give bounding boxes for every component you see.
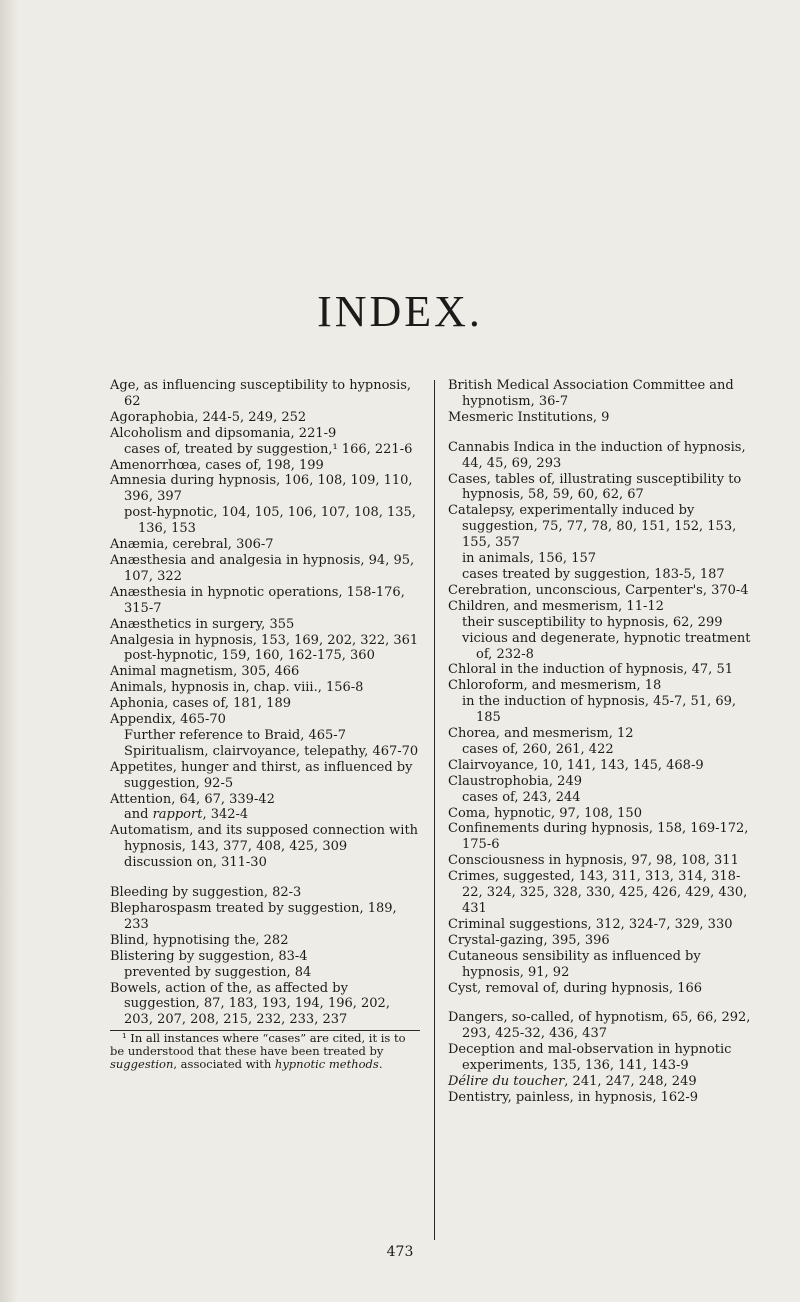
section-gap xyxy=(448,996,758,1010)
index-entry: Blistering by suggestion, 83-4 xyxy=(110,948,308,964)
section-gap xyxy=(110,871,420,885)
index-entry: Blepharospasm treated by suggestion, 189, 233 xyxy=(110,901,397,932)
index-entry: Clairvoyance, 10, 141, 143, 145, 468-9 xyxy=(448,757,704,773)
index-column-left xyxy=(110,378,420,1071)
index-subentry: cases treated by suggestion, 183-5, 187 xyxy=(462,566,725,582)
index-entry: Aphonia, cases of, 181, 189 xyxy=(110,696,291,712)
index-entry: Cyst, removal of, during hypnosis, 166 xyxy=(448,980,703,996)
index-entry: Agoraphobia, 244-5, 249, 252 xyxy=(110,409,307,425)
index-entry: Anæsthetics in surgery, 355 xyxy=(110,616,295,632)
index-entry: British Medical Association Committee and hypnotism, 36-7 xyxy=(448,378,734,409)
section-gap xyxy=(448,426,758,440)
index-entry: Analgesia in hypnosis, 153, 169, 202, 322, 361 xyxy=(110,632,419,648)
index-column-right xyxy=(448,378,758,1106)
index-subentry: prevented by suggestion, 84 xyxy=(124,964,312,980)
index-subentry: cases of, treated by suggestion,¹ 166, 221-6 xyxy=(124,441,413,457)
index-entry: Anæsthesia and analgesia in hypnosis, 94, 95, 107, 322 xyxy=(110,552,415,584)
index-entry: Age, as influencing susceptibility to hypnosis, 62 xyxy=(110,378,412,409)
index-entry: Crimes, suggested, 143, 311, 313, 314, 318-22, 324, 325, 328, 330, 425, 426, 429, 430, 431 xyxy=(448,869,748,916)
index-list-left xyxy=(110,378,420,1028)
index-entry: Children, and mesmerism, 11-12 xyxy=(448,598,664,614)
index-entry: Appendix, 465-70 xyxy=(110,712,226,728)
index-entry: Crystal-gazing, 395, 396 xyxy=(448,932,610,948)
index-entry: Dangers, so-called, of hypnotism, 65, 66, 292, 293, 425-32, 436, 437 xyxy=(448,1010,751,1042)
index-entry: Amenorrhœa, cases of, 198, 199 xyxy=(110,457,324,473)
footnote-marker: ¹ xyxy=(122,1031,127,1046)
index-entry: Catalepsy, experimentally induced by suggestion, 75, 77, 78, 80, 151, 152, 153, 155, 357 xyxy=(448,503,737,551)
index-entry: Attention, 64, 67, 339-42 xyxy=(110,791,275,807)
page-edge xyxy=(0,0,18,1302)
index-entry: Cases, tables of, illustrating susceptibility to hypnosis, 58, 59, 60, 62, 67 xyxy=(448,471,742,503)
index-subentry: Further reference to Braid, 465-7 xyxy=(124,727,346,743)
index-subentry: cases of, 243, 244 xyxy=(462,789,581,805)
index-entry: Cutaneous sensibility as influenced by hypnosis, 91, 92 xyxy=(448,948,701,980)
index-entry: Dentistry, painless, in hypnosis, 162-9 xyxy=(448,1089,699,1105)
index-entry: Bleeding by suggestion, 82-3 xyxy=(110,885,302,901)
index-subentry: cases of, 260, 261, 422 xyxy=(462,741,614,757)
index-entry: Automatism, and its supposed connection with hypnosis, 143, 377, 408, 425, 309 xyxy=(110,823,419,855)
index-entry: Chloroform, and mesmerism, 18 xyxy=(448,678,662,694)
index-entry: Blind, hypnotising the, 282 xyxy=(110,932,289,948)
index-entry: Cannabis Indica in the induction of hypnosis, 44, 45, 69, 293 xyxy=(448,439,746,471)
page-title: INDEX. xyxy=(317,287,483,336)
index-entry: Confinements during hypnosis, 158, 169-172, 175-6 xyxy=(448,821,749,853)
index-entry: Délire du toucher, 241, 247, 248, 249 xyxy=(448,1074,697,1090)
index-entry: Deception and mal-observation in hypnotic experiments, 135, 136, 141, 143-9 xyxy=(448,1042,732,1074)
index-entry: Consciousness in hypnosis, 97, 98, 108, 311 xyxy=(448,853,739,869)
index-entry: Criminal suggestions, 312, 324-7, 329, 330 xyxy=(448,916,733,932)
index-subentry: Spiritualism, clairvoyance, telepathy, 467-70 xyxy=(124,743,419,759)
index-entry: Anæmia, cerebral, 306-7 xyxy=(110,537,274,553)
index-subentry: in animals, 156, 157 xyxy=(462,551,597,567)
index-entry: Chorea, and mesmerism, 12 xyxy=(448,726,634,742)
index-entry: Amnesia during hypnosis, 106, 108, 109, 110, 396, 397 xyxy=(110,473,413,505)
index-entry: Claustrophobia, 249 xyxy=(448,773,582,789)
index-entry: Bowels, action of the, as affected by suggestion, 87, 183, 193, 194, 196, 202, 203, 207, 208, 215, 232, 233, 237 xyxy=(110,980,390,1028)
index-subentry: vicious and degenerate, hypnotic treatment of, 232-8 xyxy=(462,630,751,662)
index-entry: Animal magnetism, 305, 466 xyxy=(110,664,300,680)
index-subentry: discussion on, 311-30 xyxy=(124,855,267,871)
index-entry: Cerebration, unconscious, Carpenter's, 370-4 xyxy=(448,582,749,598)
index-entry: Coma, hypnotic, 97, 108, 150 xyxy=(448,805,642,821)
index-subentry: post-hypnotic, 159, 160, 162-175, 360 xyxy=(124,648,375,664)
index-subentry: their susceptibility to hypnosis, 62, 299 xyxy=(462,614,723,630)
index-entry: Anæsthesia in hypnotic operations, 158-176, 315-7 xyxy=(110,584,405,616)
index-subentry: post-hypnotic, 104, 105, 106, 107, 108, 135, 136, 153 xyxy=(124,505,416,537)
page-number: 473 xyxy=(386,1244,414,1260)
index-entry: Alcoholism and dipsomania, 221-9 xyxy=(110,425,337,441)
index-subentry: and rapport, 342-4 xyxy=(124,807,249,823)
index-entry: Animals, hypnosis in, chap. viii., 156-8 xyxy=(110,680,364,696)
index-entry: Mesmeric Institutions, 9 xyxy=(448,409,610,425)
index-list-right xyxy=(448,378,758,1106)
footnote: ¹ In all instances where “cases” are cited, it is to be understood that these have been treated by suggestion, associated with hypnotic methods. xyxy=(110,1031,406,1072)
index-entry: Appetites, hunger and thirst, as influenced by suggestion, 92-5 xyxy=(110,759,413,791)
index-entry: Chloral in the induction of hypnosis, 47, 51 xyxy=(448,662,733,678)
index-subentry: in the induction of hypnosis, 45-7, 51, 69, 185 xyxy=(462,694,737,726)
column-divider xyxy=(434,380,435,1240)
